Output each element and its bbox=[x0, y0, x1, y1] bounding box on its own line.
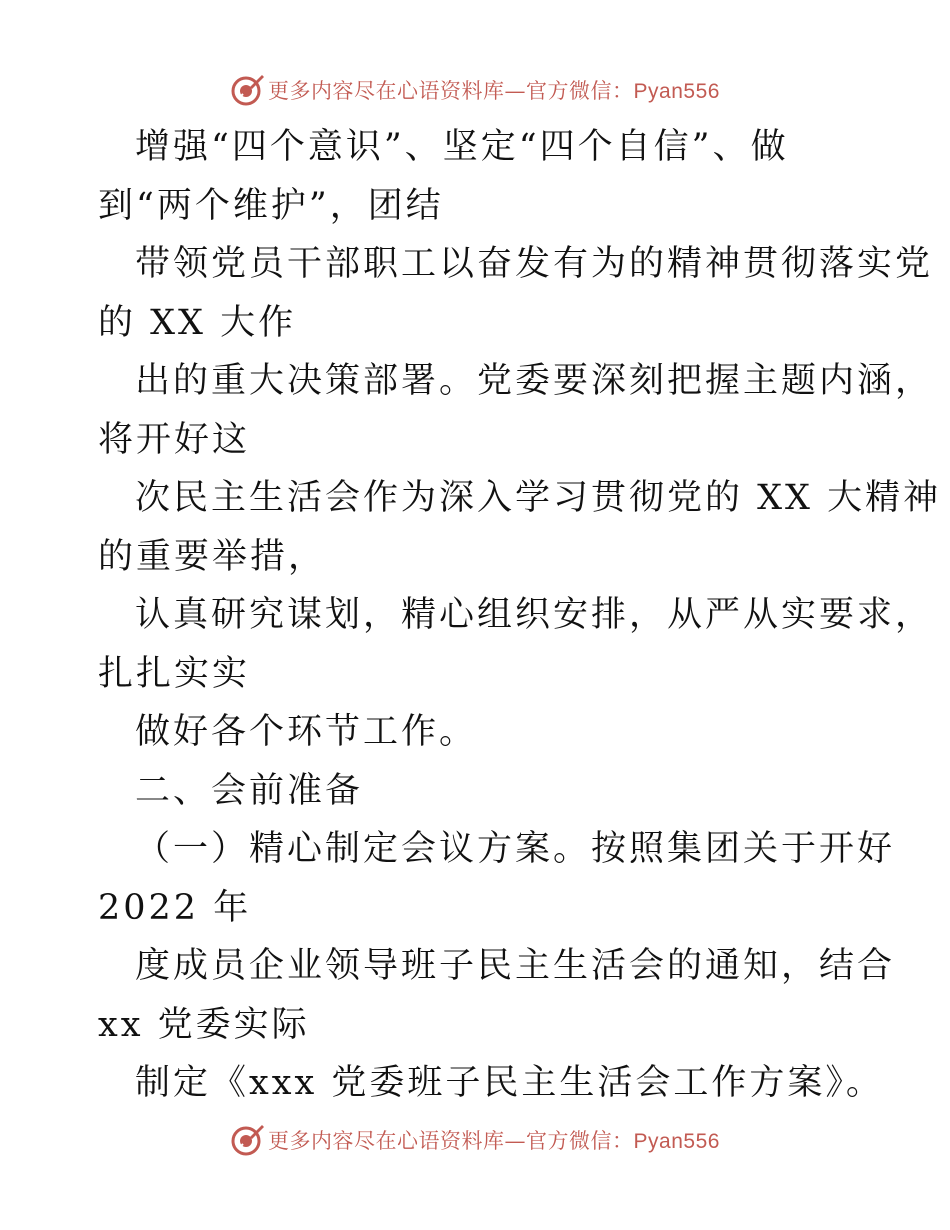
text-line: 扎扎实实 bbox=[98, 653, 251, 694]
text-line: 增强“四个意识”、坚定“四个自信”、做 bbox=[135, 127, 789, 167]
watermark-text: 更多内容尽在心语资料库—官方微信：Pyan556 bbox=[268, 1129, 720, 1153]
text-line: 二、会前准备 bbox=[135, 770, 364, 811]
text-line: 制定《xxx 党委班子民主生活会工作方案》。 bbox=[135, 1063, 884, 1103]
text-line: 带领党员干部职工以奋发有为的精神贯彻落实党 bbox=[135, 244, 934, 284]
text-line: xx 党委实际 bbox=[98, 1004, 310, 1045]
watermark-text: 更多内容尽在心语资料库—官方微信：Pyan556 bbox=[268, 79, 720, 103]
watermark-banner-bottom bbox=[0, 1118, 950, 1162]
text-line: 到“两个维护”，团结 bbox=[98, 185, 444, 226]
pen-logo-icon bbox=[230, 72, 266, 108]
text-line: 认真研究谋划，精心组织安排，从严从实要求， bbox=[135, 595, 934, 635]
text-line: 度成员企业领导班子民主生活会的通知，结合 bbox=[135, 946, 896, 986]
text-line: （一）精心制定会议方案。按照集团关于开好 bbox=[135, 829, 896, 869]
text-line: 次民主生活会作为深入学习贯彻党的 XX 大精神 bbox=[135, 478, 942, 518]
text-line: 2022 年 bbox=[98, 887, 252, 928]
text-line: 的重要举措， bbox=[98, 536, 327, 577]
pen-logo-icon bbox=[230, 1122, 266, 1158]
text-line: 的 XX 大作 bbox=[98, 302, 297, 343]
document-body bbox=[0, 118, 950, 1113]
watermark-banner-top bbox=[0, 68, 950, 112]
text-line: 出的重大决策部署。党委要深刻把握主题内涵， bbox=[135, 361, 934, 401]
text-line: 将开好这 bbox=[98, 419, 251, 460]
text-line: 做好各个环节工作。 bbox=[135, 712, 478, 752]
